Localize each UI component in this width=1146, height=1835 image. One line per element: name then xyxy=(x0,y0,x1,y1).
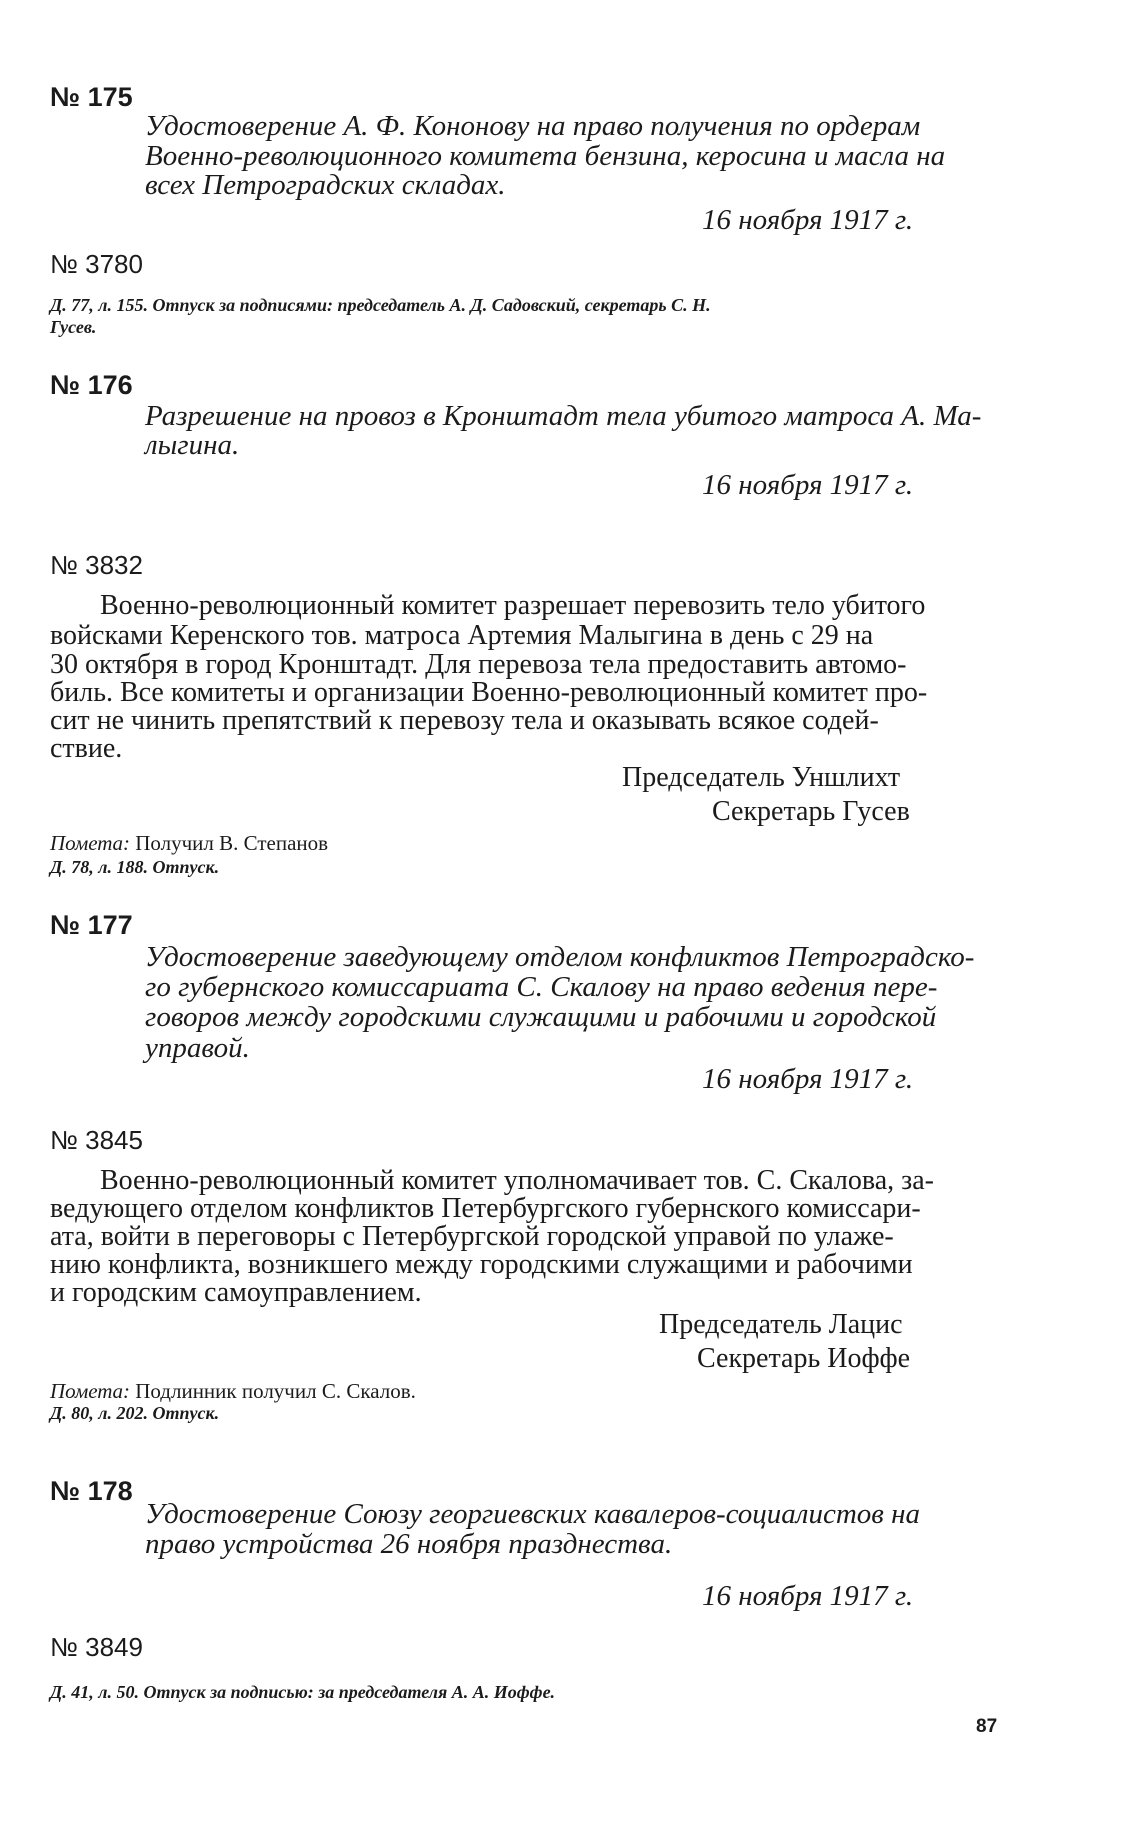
page-number: 87 xyxy=(976,1716,998,1737)
doc-178-date: 16 ноября 1917 г. xyxy=(702,1580,914,1612)
doc-176-body-line-4: биль. Все комитеты и организации Военно-революционный комитет про- xyxy=(50,677,928,708)
doc-178-title-line-2: право устройства 26 ноября празднества. xyxy=(145,1528,673,1560)
doc-178-heading: № 178 xyxy=(50,1476,133,1506)
doc-176-body-line-1: Военно-революционный комитет разрешает перевозить тело убитого xyxy=(100,590,926,621)
doc-177-date: 16 ноября 1917 г. xyxy=(702,1063,914,1095)
doc-177-title-line-3: говоров между городскими служащими и рабочими и городской xyxy=(145,1001,937,1033)
doc-176-footnote: Д. 78, л. 188. Отпуск. xyxy=(50,857,220,877)
doc-177-title-line-2: го губернского комиссариата С. Скалову на право ведения пере- xyxy=(145,971,938,1003)
doc-177-signature-secretary: Секретарь Иоффе xyxy=(697,1343,911,1374)
doc-177-body-line-1: Военно-революционный комитет уполномачивает тов. С. Скалова, за- xyxy=(100,1165,934,1196)
doc-176-body-line-3: 30 октября в город Кронштадт. Для перевоза тела предоставить автомо- xyxy=(50,649,907,680)
doc-177-ref-number: № 3845 xyxy=(50,1125,143,1155)
doc-177-title-line-1: Удостоверение заведующему отделом конфликтов Петроградско- xyxy=(145,941,975,973)
doc-177-footnote: Д. 80, л. 202. Отпуск. xyxy=(50,1403,220,1423)
doc-176-date: 16 ноября 1917 г. xyxy=(702,469,914,501)
doc-178-footnote: Д. 41, л. 50. Отпуск за подписью: за председателя А. А. Иоффе. xyxy=(50,1682,556,1702)
doc-176-title-line-2: лыгина. xyxy=(145,429,240,461)
doc-176-mark xyxy=(50,833,328,854)
doc-176-heading: № 176 xyxy=(50,370,133,400)
doc-177-heading: № 177 xyxy=(50,910,133,940)
doc-177-title-line-4: управой. xyxy=(145,1032,250,1064)
doc-177-signature-chair: Председатель Лацис xyxy=(659,1309,903,1340)
doc-178-ref-number: № 3849 xyxy=(50,1632,143,1662)
doc-175-title-line-2: Военно-революционного комитета бензина, керосина и масла на xyxy=(145,140,946,172)
doc-177-mark-text: Подлинник получил С. Скалов. xyxy=(135,1379,416,1403)
doc-176-signature-chair: Председатель Уншлихт xyxy=(622,762,901,793)
doc-176-title-line-1: Разрешение на провоз в Кронштадт тела убитого матроса А. Ма- xyxy=(145,400,982,432)
doc-176-ref-number: № 3832 xyxy=(50,550,143,580)
doc-176-mark-label: Пометa: xyxy=(50,831,130,855)
doc-175-heading: № 175 xyxy=(50,82,133,112)
doc-177-body-line-4: нию конфликта, возникшего между городскими служащими и рабочими xyxy=(50,1249,913,1280)
doc-176-body-line-5: сит не чинить препятствий к перевозу тела и оказывать всякое содей- xyxy=(50,705,879,736)
doc-177-body-line-2: ведующего отделом конфликтов Петербургского губернского комиссари- xyxy=(50,1193,921,1224)
doc-175-title-line-3: всех Петроградских складах. xyxy=(145,169,506,201)
doc-175-footnote-line-1: Д. 77, л. 155. Отпуск за подписями: председатель А. Д. Садовский, секретарь С. Н. xyxy=(50,295,711,315)
doc-175-ref-number: № 3780 xyxy=(50,249,143,279)
doc-175-footnote-line-2: Гусев. xyxy=(50,317,97,337)
doc-178-title-line-1: Удостоверение Союзу георгиевских кавалеров-социалистов на xyxy=(145,1498,920,1530)
doc-176-signature-secretary: Секретарь Гусев xyxy=(712,796,910,827)
doc-175-date: 16 ноября 1917 г. xyxy=(702,204,914,236)
doc-175-title-line-1: Удостоверение А. Ф. Кононову на право получения по ордерам xyxy=(145,110,921,142)
doc-176-body-line-2: войсками Керенского тов. матроса Артемия Малыгина в день с 29 на xyxy=(50,620,874,651)
doc-177-mark-label: Пометa: xyxy=(50,1379,130,1403)
doc-177-body-line-3: ата, войти в переговоры с Петербургской городской управой по улаже- xyxy=(50,1221,894,1252)
doc-176-body-line-6: ствие. xyxy=(50,733,123,764)
doc-177-mark xyxy=(50,1381,416,1402)
doc-177-body-line-5: и городским самоуправлением. xyxy=(50,1277,422,1308)
doc-176-mark-text: Получил В. Степанов xyxy=(135,831,329,855)
